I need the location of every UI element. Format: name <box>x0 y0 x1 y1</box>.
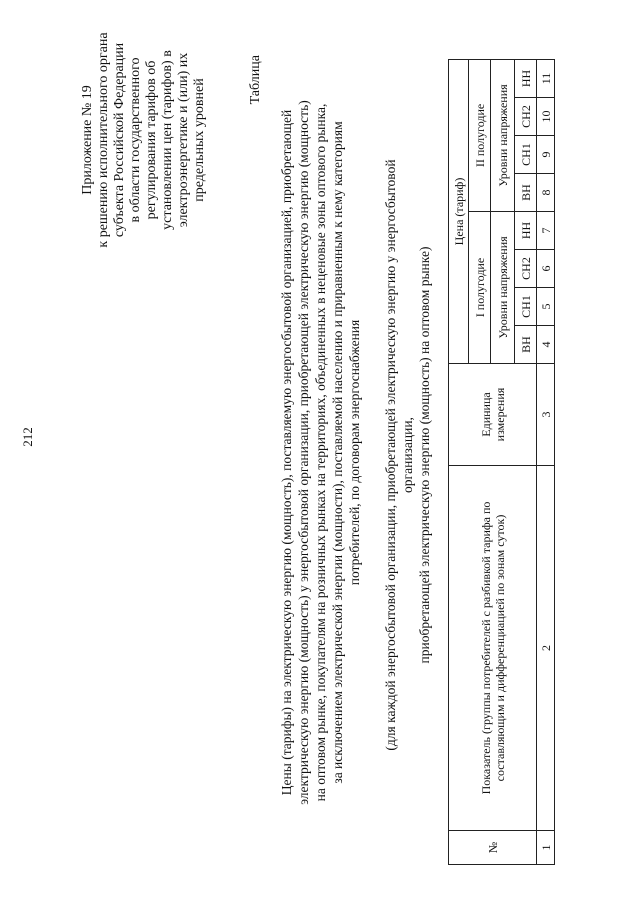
appendix-heading: Приложение № 19 <box>80 85 95 195</box>
header-number: № <box>449 831 537 865</box>
column-index-cell: 9 <box>537 136 555 174</box>
title-line: электрическую энергию (мощность) у энергосбытовой организации, приобретающей электрическую энергию (мощность) <box>296 100 311 805</box>
appendix-line: предельных уровней <box>192 78 207 202</box>
column-index-cell: 8 <box>537 174 555 212</box>
title-line: за исключением электрической энергии (мощности), поставляемой населению и приравненным к нему категориям <box>330 121 345 784</box>
voltage-level-cell: СН2 <box>515 98 537 136</box>
column-index-cell: 10 <box>537 98 555 136</box>
table-row <box>537 59 555 864</box>
header-voltage-levels-1: Уровни напряжения <box>491 212 515 364</box>
subtitle-line: (для каждой энергосбытовой организации, приобретающей электрическую энергию у энергосбытовой организации, <box>383 159 415 751</box>
document-subtitle <box>382 155 433 755</box>
title-line: потребителей, по договорам энергоснабжения <box>347 319 362 586</box>
column-index-cell: 3 <box>537 364 555 466</box>
column-index-cell: 4 <box>537 326 555 364</box>
page-number: 212 <box>20 427 35 447</box>
header-half-2: II полугодие <box>469 59 491 211</box>
header-price: Цена (тариф) <box>449 59 469 363</box>
voltage-level-cell: СН1 <box>515 288 537 326</box>
appendix-line: установлении цен (тарифов) в <box>160 50 175 230</box>
header-indicator: Показатель (группы потребителей с разбивкой тарифа по составляющим и дифференциацией по зонам суток) <box>449 466 537 831</box>
appendix-line: регулирования тарифов об <box>144 60 159 220</box>
header-unit: Единица измерения <box>449 364 537 466</box>
voltage-level-cell: ВН <box>515 174 537 212</box>
title-line: на оптовом рынке, покупателям на розничных рынках на территориях, объединенных в неценовые зоны оптового рынка, <box>313 103 328 802</box>
appendix-line: субъекта Российской Федерации <box>112 42 127 238</box>
subtitle-line: приобретающей электрическую энергию (мощность) на оптовом рынке) <box>417 246 432 664</box>
voltage-level-cell: СН1 <box>515 136 537 174</box>
title-line: Цены (тарифы) на электрическую энергию (мощность), поставляемую энергосбытовой организацией, приобретающей <box>279 109 294 796</box>
column-index-cell: 2 <box>537 466 555 831</box>
appendix-line: в области государственного <box>128 57 143 223</box>
voltage-level-cell: ВН <box>515 326 537 364</box>
document-title <box>278 55 363 850</box>
appendix-line: к решению исполнительного органа <box>96 32 111 248</box>
voltage-level-cell: СН2 <box>515 250 537 288</box>
appendix-line: электроэнергетике и (или) их <box>176 52 191 228</box>
header-voltage-levels-2: Уровни напряжения <box>491 59 515 211</box>
table-label: Таблица <box>248 55 263 105</box>
column-index-cell: 5 <box>537 288 555 326</box>
voltage-level-cell: НН <box>515 59 537 97</box>
column-index-cell: 6 <box>537 250 555 288</box>
column-index-cell: 1 <box>537 831 555 865</box>
appendix-block <box>80 25 208 255</box>
column-index-cell: 11 <box>537 59 555 97</box>
header-half-1: I полугодие <box>469 212 491 364</box>
voltage-level-cell: НН <box>515 212 537 250</box>
column-index-cell: 7 <box>537 212 555 250</box>
tariff-table <box>448 59 555 865</box>
